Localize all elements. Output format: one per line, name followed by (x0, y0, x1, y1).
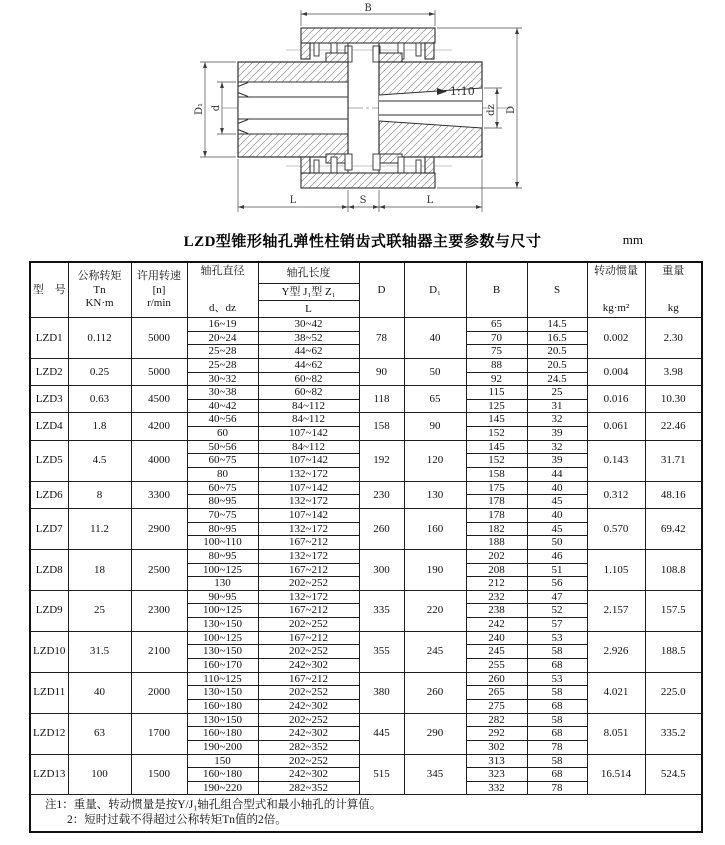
cell-S: 39 (527, 427, 587, 441)
cell-speed: 4200 (131, 413, 187, 440)
cell-bore-length: 167~212 (258, 563, 359, 577)
cell-D1: 220 (404, 590, 466, 631)
cell-weight: 335.2 (645, 713, 702, 754)
cell-torque: 40 (68, 672, 131, 713)
header-bore-length-types: Y型 J₁型 Z₁ (258, 284, 359, 301)
unit-label: mm (622, 232, 643, 247)
cell-inertia: 2.926 (587, 631, 645, 672)
cell-D1: 65 (404, 386, 466, 413)
cell-bore-diameter: 100~125 (187, 563, 258, 577)
cell-S: 46 (527, 549, 587, 563)
cell-B: 265 (466, 686, 527, 700)
cell-B: 238 (466, 604, 527, 618)
cell-bore-diameter: 50~56 (187, 440, 258, 454)
cell-weight: 69.42 (645, 508, 702, 549)
dim-label-L-right: L (426, 195, 434, 206)
cell-model: LZD10 (30, 631, 68, 672)
cell-D1: 345 (404, 754, 466, 795)
hub-right (379, 62, 482, 157)
cell-bore-diameter: 190~220 (187, 781, 258, 795)
table-header (30, 262, 702, 318)
cell-D: 158 (359, 413, 404, 440)
header-weight-unit: kg (667, 302, 679, 315)
cell-S: 20.5 (527, 345, 587, 359)
page-title: LZD型锥形轴孔弹性柱销齿式联轴器主要参数与尺寸 (183, 234, 542, 250)
cell-B: 313 (466, 754, 527, 768)
cell-S: 68 (527, 768, 587, 782)
cell-S: 40 (527, 481, 587, 495)
note-line-2: 2：短时过载不得超过公称转矩Tn值的2倍。 (67, 813, 287, 826)
table-row (30, 754, 702, 768)
table-row (30, 713, 702, 727)
cell-B: 275 (466, 699, 527, 713)
cell-weight: 157.5 (645, 590, 702, 631)
cell-bore-diameter: 160~180 (187, 699, 258, 713)
cell-S: 24.5 (527, 372, 587, 386)
cell-bore-diameter: 16~19 (187, 318, 258, 332)
cell-D: 230 (359, 481, 404, 508)
cell-torque: 0.63 (68, 386, 131, 413)
cell-D1: 120 (404, 440, 466, 481)
cell-B: 145 (466, 413, 527, 427)
cell-bore-length: 242~302 (258, 768, 359, 782)
cell-bore-diameter: 160~180 (187, 768, 258, 782)
table-notes (30, 795, 702, 832)
cell-B: 292 (466, 727, 527, 741)
cell-S: 68 (527, 727, 587, 741)
cell-bore-diameter: 30~38 (187, 386, 258, 400)
cell-bore-diameter: 80~95 (187, 549, 258, 563)
cell-inertia: 0.570 (587, 508, 645, 549)
header-speed (131, 262, 187, 318)
cell-bore-length: 132~172 (258, 468, 359, 482)
cell-B: 182 (466, 522, 527, 536)
header-B: B (466, 262, 527, 318)
cell-bore-length: 242~302 (258, 727, 359, 741)
cell-bore-length: 38~52 (258, 331, 359, 345)
table-body (30, 318, 702, 795)
cell-bore-length: 60~82 (258, 386, 359, 400)
cell-bore-diameter: 90~95 (187, 590, 258, 604)
parameters-table (29, 261, 703, 833)
cell-S: 78 (527, 740, 587, 754)
cell-model: LZD9 (30, 590, 68, 631)
cell-inertia: 4.021 (587, 672, 645, 713)
cell-bore-diameter: 40~56 (187, 413, 258, 427)
table-row (30, 318, 702, 332)
hub-shoulders-top (326, 53, 402, 62)
cell-bore-length: 107~142 (258, 454, 359, 468)
cell-S: 52 (527, 604, 587, 618)
outer-sleeve-bottom (301, 157, 435, 188)
cell-D1: 90 (404, 413, 466, 440)
cell-bore-diameter: 30~32 (187, 372, 258, 386)
cell-S: 53 (527, 631, 587, 645)
cell-S: 58 (527, 754, 587, 768)
cell-torque: 1.8 (68, 413, 131, 440)
note-line-1: 注1：重量、转动惯量是按Y/J₁轴孔组合型式和最小轴孔的计算值。 (45, 799, 382, 812)
cell-bore-length: 202~252 (258, 577, 359, 591)
cell-S: 57 (527, 618, 587, 632)
dim-label-D1: D₁ (194, 102, 205, 116)
cell-model: LZD7 (30, 508, 68, 549)
header-torque-unit: KN·m (85, 297, 114, 310)
cell-bore-length: 167~212 (258, 631, 359, 645)
cell-weight: 2.30 (645, 318, 702, 359)
notes-cell (30, 795, 702, 832)
dim-label-D: D (506, 105, 517, 115)
header-speed-title: 许用转速 (137, 270, 181, 283)
cell-S: 45 (527, 495, 587, 509)
cell-inertia: 0.061 (587, 413, 645, 440)
cell-weight: 108.8 (645, 549, 702, 590)
cell-bore-length: 167~212 (258, 672, 359, 686)
cell-torque: 0.112 (68, 318, 131, 359)
cell-bore-diameter: 110~125 (187, 672, 258, 686)
cell-S: 68 (527, 699, 587, 713)
cell-bore-diameter: 190~200 (187, 740, 258, 754)
cell-S: 45 (527, 522, 587, 536)
cell-bore-length: 202~252 (258, 713, 359, 727)
dim-label-S: S (359, 195, 367, 206)
cell-weight: 48.16 (645, 481, 702, 508)
cell-model: LZD3 (30, 386, 68, 413)
cell-inertia: 16.514 (587, 754, 645, 795)
cell-D: 445 (359, 713, 404, 754)
table-row (30, 358, 702, 372)
cell-B: 242 (466, 618, 527, 632)
cell-B: 70 (466, 331, 527, 345)
cell-S: 40 (527, 508, 587, 522)
cell-S: 58 (527, 686, 587, 700)
cell-bore-length: 242~302 (258, 659, 359, 673)
cell-bore-length: 282~352 (258, 740, 359, 754)
cell-S: 47 (527, 590, 587, 604)
cell-bore-length: 202~252 (258, 686, 359, 700)
header-weight (645, 262, 702, 318)
header-torque (68, 262, 131, 318)
cell-B: 282 (466, 713, 527, 727)
cell-D: 335 (359, 590, 404, 631)
cell-bore-length: 60~82 (258, 372, 359, 386)
cell-speed: 5000 (131, 318, 187, 359)
cell-bore-diameter: 100~125 (187, 604, 258, 618)
cell-S: 44 (527, 468, 587, 482)
header-bore-diameter (187, 262, 258, 318)
cell-B: 178 (466, 508, 527, 522)
cell-S: 50 (527, 536, 587, 550)
cell-bore-length: 107~142 (258, 508, 359, 522)
cell-B: 158 (466, 468, 527, 482)
cell-bore-length: 84~112 (258, 399, 359, 413)
cell-B: 92 (466, 372, 527, 386)
cell-torque: 11.2 (68, 508, 131, 549)
cell-model: LZD13 (30, 754, 68, 795)
cell-D1: 260 (404, 672, 466, 713)
header-model: 型 号 (30, 262, 68, 318)
cell-model: LZD8 (30, 549, 68, 590)
cell-inertia: 0.143 (587, 440, 645, 481)
outer-sleeve-top (301, 28, 435, 59)
header-bore-length: 轴孔长度 (258, 262, 359, 284)
cell-weight: 10.30 (645, 386, 702, 413)
cell-D1: 290 (404, 713, 466, 754)
cell-bore-diameter: 130~150 (187, 713, 258, 727)
cell-S: 32 (527, 413, 587, 427)
cell-S: 31 (527, 399, 587, 413)
cell-B: 240 (466, 631, 527, 645)
cell-bore-length: 107~142 (258, 481, 359, 495)
cell-B: 302 (466, 740, 527, 754)
cell-speed: 2100 (131, 631, 187, 672)
cell-S: 16.5 (527, 331, 587, 345)
cell-model: LZD5 (30, 440, 68, 481)
cell-bore-diameter: 160~170 (187, 659, 258, 673)
cell-weight: 31.71 (645, 440, 702, 481)
header-speed-symbol: [n] (152, 283, 166, 296)
cell-inertia: 0.016 (587, 386, 645, 413)
cell-B: 88 (466, 358, 527, 372)
dim-label-d: d (211, 104, 222, 112)
cell-bore-length: 132~172 (258, 590, 359, 604)
cell-model: LZD1 (30, 318, 68, 359)
cell-B: 245 (466, 645, 527, 659)
cell-S: 58 (527, 645, 587, 659)
header-inertia-unit: kg·m² (602, 302, 630, 315)
cell-bore-diameter: 60 (187, 427, 258, 441)
cell-bore-length: 202~252 (258, 754, 359, 768)
cell-S: 39 (527, 454, 587, 468)
cell-speed: 2000 (131, 672, 187, 713)
cell-B: 152 (466, 454, 527, 468)
cell-bore-diameter: 130~150 (187, 618, 258, 632)
cell-bore-length: 202~252 (258, 645, 359, 659)
table-row (30, 386, 702, 400)
cell-D1: 130 (404, 481, 466, 508)
cell-bore-length: 202~252 (258, 618, 359, 632)
cell-S: 78 (527, 781, 587, 795)
cell-D: 78 (359, 318, 404, 359)
hub-left (238, 62, 348, 157)
cell-bore-diameter: 25~28 (187, 358, 258, 372)
cell-D1: 50 (404, 358, 466, 385)
cell-torque: 25 (68, 590, 131, 631)
dim-label-dz: dz (486, 104, 497, 116)
cell-bore-diameter: 80 (187, 468, 258, 482)
cell-bore-length: 44~62 (258, 345, 359, 359)
cell-speed: 2500 (131, 549, 187, 590)
cell-model: LZD2 (30, 358, 68, 385)
cell-bore-length: 44~62 (258, 358, 359, 372)
table-row (30, 508, 702, 522)
header-D: D (359, 262, 404, 318)
cell-B: 332 (466, 781, 527, 795)
cell-B: 212 (466, 577, 527, 591)
cell-B: 145 (466, 440, 527, 454)
cell-D: 90 (359, 358, 404, 385)
cell-inertia: 0.004 (587, 358, 645, 385)
cell-S: 20.5 (527, 358, 587, 372)
cell-B: 175 (466, 481, 527, 495)
cell-S: 51 (527, 563, 587, 577)
table-row (30, 549, 702, 563)
cell-speed: 3300 (131, 481, 187, 508)
cell-S: 68 (527, 659, 587, 673)
cell-speed: 2300 (131, 590, 187, 631)
cell-S: 14.5 (527, 318, 587, 332)
dim-label-L-left: L (289, 195, 297, 206)
cell-speed: 2900 (131, 508, 187, 549)
title-row (0, 230, 725, 254)
cell-speed: 4000 (131, 440, 187, 481)
cell-inertia: 8.051 (587, 713, 645, 754)
cell-speed: 1500 (131, 754, 187, 795)
cell-B: 202 (466, 549, 527, 563)
cell-bore-length: 84~112 (258, 440, 359, 454)
cell-torque: 8 (68, 481, 131, 508)
cell-B: 188 (466, 536, 527, 550)
table-row (30, 590, 702, 604)
header-bore-diameter-title: 轴孔直径 (200, 265, 245, 277)
header-torque-title: 公称转矩 (77, 270, 122, 283)
cell-bore-diameter: 150 (187, 754, 258, 768)
cell-bore-length: 167~212 (258, 604, 359, 618)
cell-bore-length: 132~172 (258, 495, 359, 509)
coupling-section-drawing (0, 0, 725, 228)
cell-bore-diameter: 80~95 (187, 495, 258, 509)
cell-S: 53 (527, 672, 587, 686)
cell-B: 75 (466, 345, 527, 359)
cell-D: 515 (359, 754, 404, 795)
header-bore-length-symbol: L (258, 301, 359, 318)
cell-D1: 245 (404, 631, 466, 672)
cell-B: 125 (466, 399, 527, 413)
table-row (30, 440, 702, 454)
cell-B: 260 (466, 672, 527, 686)
cell-bore-diameter: 60~75 (187, 454, 258, 468)
cell-bore-length: 132~172 (258, 522, 359, 536)
cell-torque: 0.25 (68, 358, 131, 385)
cell-S: 58 (527, 713, 587, 727)
cell-D: 300 (359, 549, 404, 590)
cell-S: 56 (527, 577, 587, 591)
cell-weight: 3.98 (645, 358, 702, 385)
cell-bore-length: 167~212 (258, 536, 359, 550)
cell-D1: 190 (404, 549, 466, 590)
cell-bore-diameter: 25~28 (187, 345, 258, 359)
cell-speed: 4500 (131, 386, 187, 413)
header-inertia-title: 转动惯量 (594, 265, 638, 277)
cell-bore-diameter: 160~180 (187, 727, 258, 741)
header-speed-unit: r/min (147, 297, 171, 310)
cell-B: 255 (466, 659, 527, 673)
table-row (30, 631, 702, 645)
cell-B: 323 (466, 768, 527, 782)
cell-weight: 188.5 (645, 631, 702, 672)
cell-bore-length: 132~172 (258, 549, 359, 563)
cell-bore-diameter: 70~75 (187, 508, 258, 522)
cell-inertia: 0.312 (587, 481, 645, 508)
cell-B: 152 (466, 427, 527, 441)
cell-B: 232 (466, 590, 527, 604)
cell-bore-diameter: 100~110 (187, 536, 258, 550)
dim-label-B: B (364, 3, 372, 14)
cell-D: 192 (359, 440, 404, 481)
cell-speed: 5000 (131, 358, 187, 385)
cell-B: 65 (466, 318, 527, 332)
cell-bore-length: 30~42 (258, 318, 359, 332)
cell-model: LZD12 (30, 713, 68, 754)
cell-weight: 524.5 (645, 754, 702, 795)
cell-D1: 40 (404, 318, 466, 359)
cell-bore-length: 107~142 (258, 427, 359, 441)
cell-bore-diameter: 130~150 (187, 645, 258, 659)
cell-bore-length: 282~352 (258, 781, 359, 795)
cell-weight: 225.0 (645, 672, 702, 713)
cell-B: 115 (466, 386, 527, 400)
cell-S: 25 (527, 386, 587, 400)
cell-torque: 18 (68, 549, 131, 590)
table-row (30, 672, 702, 686)
table-row (30, 413, 702, 427)
coupling-drawing-svg (0, 0, 725, 228)
header-inertia (587, 262, 645, 318)
cell-D: 355 (359, 631, 404, 672)
cell-bore-diameter: 60~75 (187, 481, 258, 495)
cell-B: 178 (466, 495, 527, 509)
table-row (30, 481, 702, 495)
cell-B: 208 (466, 563, 527, 577)
cell-D: 260 (359, 508, 404, 549)
cell-D1: 160 (404, 508, 466, 549)
cell-speed: 1700 (131, 713, 187, 754)
header-bore-diameter-symbol: d、dz (209, 302, 236, 315)
cell-inertia: 1.105 (587, 549, 645, 590)
cell-weight: 22.46 (645, 413, 702, 440)
cell-bore-diameter: 100~125 (187, 631, 258, 645)
cell-D: 118 (359, 386, 404, 413)
header-weight-title: 重量 (662, 265, 685, 277)
cell-torque: 100 (68, 754, 131, 795)
cell-model: LZD6 (30, 481, 68, 508)
header-torque-symbol: Tn (93, 283, 106, 296)
cell-torque: 63 (68, 713, 131, 754)
cell-D: 380 (359, 672, 404, 713)
cell-inertia: 2.157 (587, 590, 645, 631)
cell-bore-diameter: 80~95 (187, 522, 258, 536)
cell-torque: 31.5 (68, 631, 131, 672)
cell-bore-length: 242~302 (258, 699, 359, 713)
cell-model: LZD11 (30, 672, 68, 713)
cell-S: 32 (527, 440, 587, 454)
cell-inertia: 0.002 (587, 318, 645, 359)
cell-torque: 4.5 (68, 440, 131, 481)
cell-model: LZD4 (30, 413, 68, 440)
cell-bore-diameter: 40~42 (187, 399, 258, 413)
taper-label: 1:10 (450, 85, 475, 98)
cell-bore-diameter: 130 (187, 577, 258, 591)
cell-bore-diameter: 20~24 (187, 331, 258, 345)
cell-bore-length: 84~112 (258, 413, 359, 427)
header-S: S (527, 262, 587, 318)
header-D1: D₁ (404, 262, 466, 318)
cell-bore-diameter: 130~150 (187, 686, 258, 700)
